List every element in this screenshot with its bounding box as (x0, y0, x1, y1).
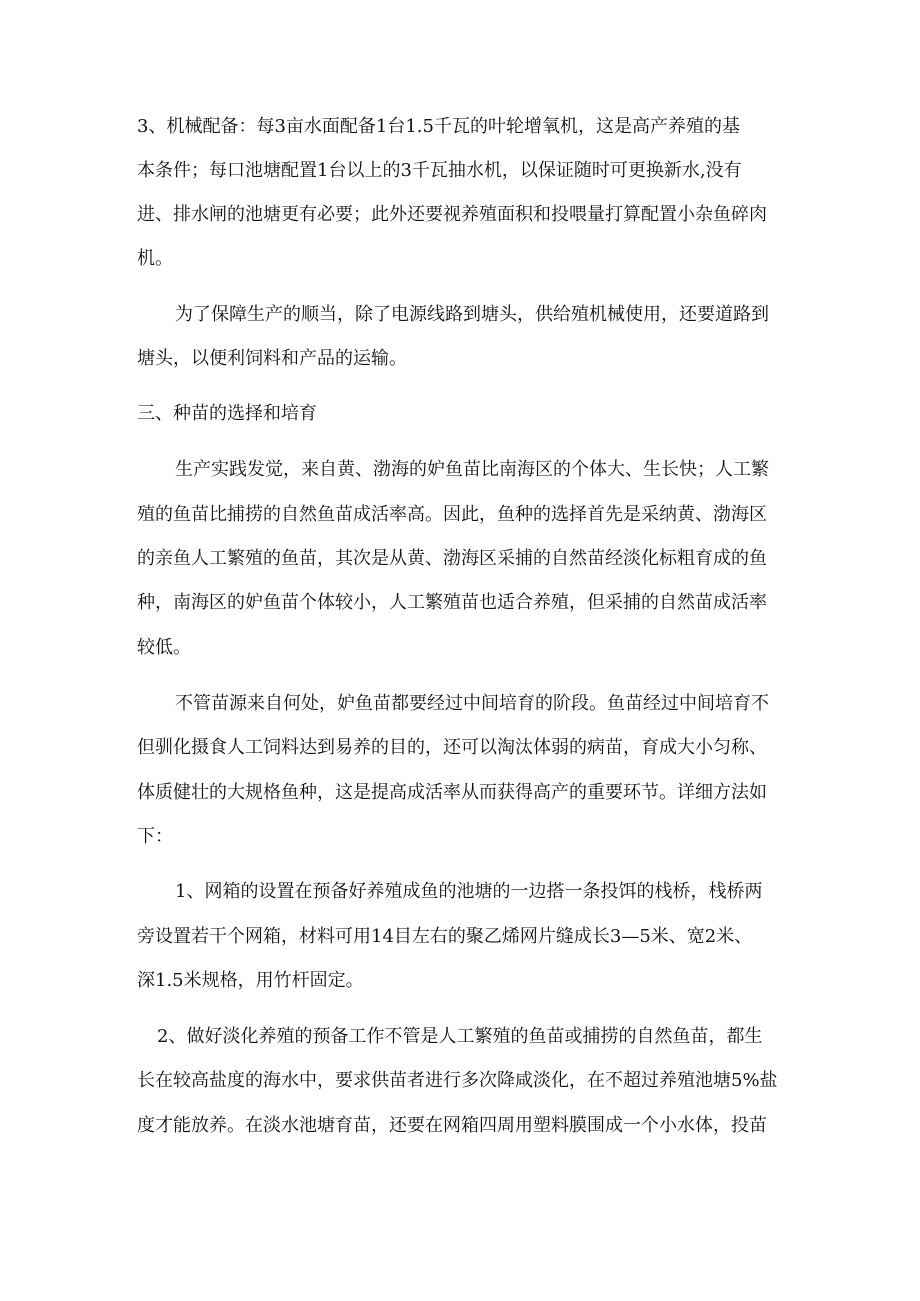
text-line: 体质健壮的大规格鱼种，这是提高成活率从而获得高产的重要环节。详细方法如 (137, 782, 767, 803)
text-line: 但驯化摄食人工饲料达到易养的目的，还可以淘汰体弱的病苗，育成大小匀称、 (137, 737, 767, 758)
text-line: 旁设置若干个网箱，材料可用14目左右的聚乙烯网片缝成长3—5米、宽2米、 (137, 926, 753, 947)
text-line: 进、排水闸的池塘更有必要；此外还要视养殖面积和投喂量打算配置小杂鱼碎肉 (137, 204, 767, 225)
text-line: 下： (137, 826, 173, 847)
text-line: 较低。 (137, 637, 191, 658)
text-line: 的亲鱼人工繁殖的鱼苗，其次是从黄、渤海区采捕的自然苗经淡化标粗育成的鱼 (137, 548, 767, 569)
text-line: 生产实践发觉，来自黄、渤海的妒鱼苗比南海区的个体大、生长快；人工繁 (175, 459, 769, 480)
text-line: 2、做好淡化养殖的预备工作不管是人工繁殖的鱼苗或捕捞的自然鱼苗，都生 (157, 1026, 763, 1047)
text-line: 深1.5米规格，用竹杆固定。 (137, 970, 364, 991)
text-line: 种，南海区的妒鱼苗个体较小，人工繁殖苗也适合养殖，但采捕的自然苗成活率 (137, 592, 767, 613)
text-line: 机。 (137, 248, 173, 269)
text-line: 3、机械配备：每3亩水面配备1台1.5千瓦的叶轮增氧机，这是高产养殖的基 (137, 116, 740, 137)
section-heading: 三、种苗的选择和培育 (137, 403, 317, 424)
text-line: 本条件；每口池塘配置1台以上的3千瓦抽水机，以保证随时可更换新水,没有 (137, 160, 742, 181)
text-line: 度才能放养。在淡水池塘育苗，还要在网箱四周用塑料膜围成一个小水体，投苗 (137, 1115, 767, 1136)
text-line: 为了保障生产的顺当，除了电源线路到塘头，供给殖机械使用，还要道路到 (175, 304, 769, 325)
text-line: 不管苗源来自何处，妒鱼苗都要经过中间培育的阶段。鱼苗经过中间培育不 (175, 693, 769, 714)
text-line: 殖的鱼苗比捕捞的自然鱼苗成活率高。因此，鱼种的选择首先是采纳黄、渤海区 (137, 504, 767, 525)
text-line: 1、网箱的设置在预备好养殖成鱼的池塘的一边搭一条投饵的栈桥，栈桥两 (175, 881, 763, 902)
text-line: 塘头，以便利饲料和产品的运输。 (137, 348, 407, 369)
text-line: 长在较高盐度的海水中，要求供苗者进行多次降咸淡化，在不超过养殖池塘5%盐 (137, 1070, 778, 1091)
